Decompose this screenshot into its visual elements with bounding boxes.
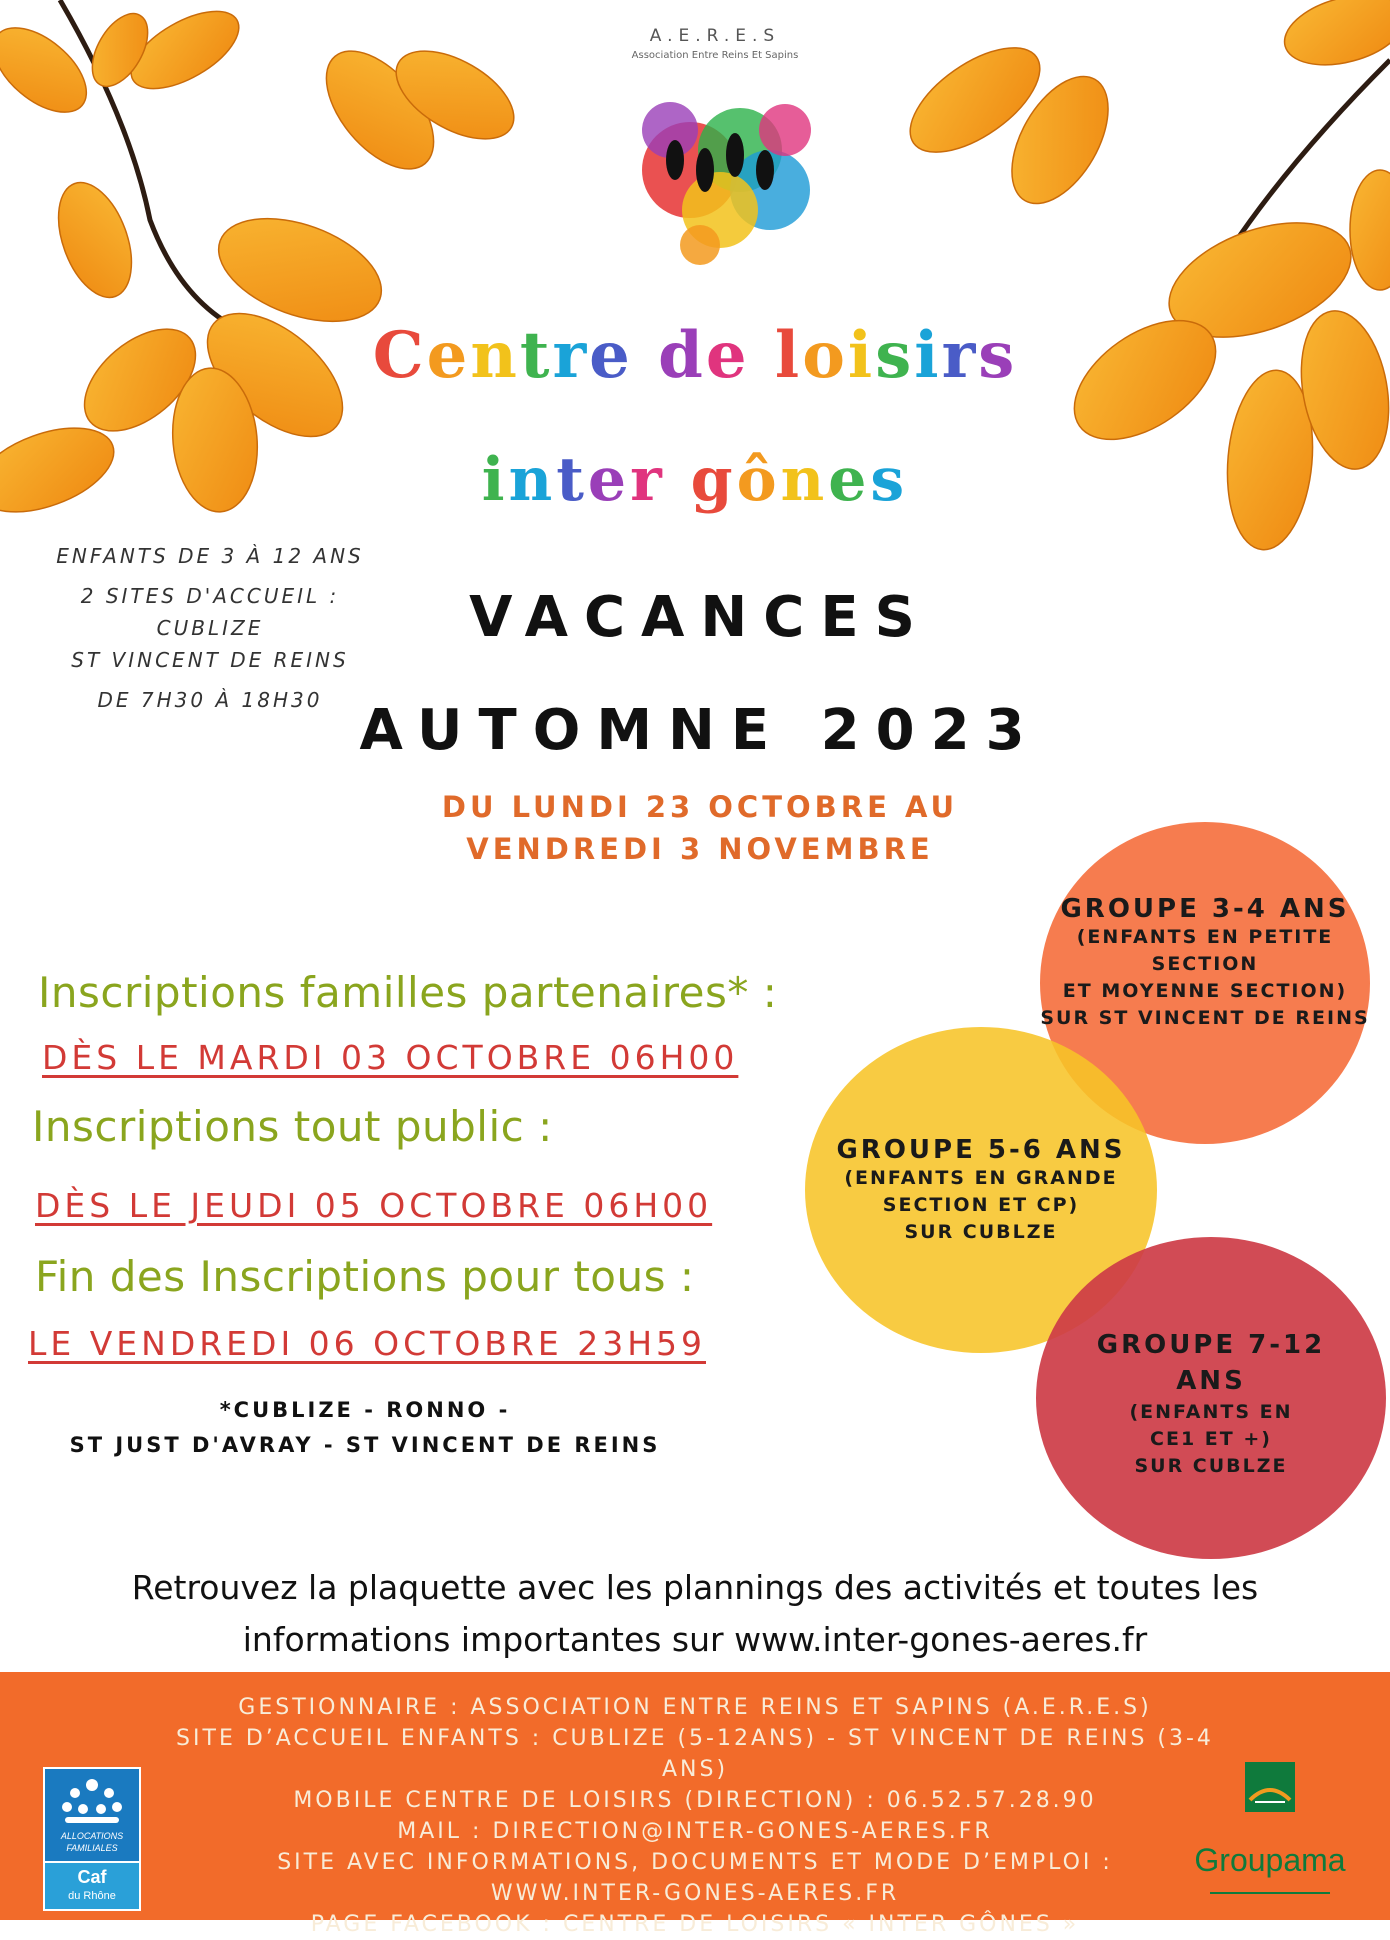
group-7-12-title: GROUPE 7-12 ANS	[1096, 1329, 1326, 1396]
partners-inscription-date: DÈS LE MARDI 03 OCTOBRE 06H00	[42, 1038, 739, 1077]
dates-line-1: DU LUNDI 23 OCTOBRE AU	[441, 790, 959, 824]
footer-website-url: WWW.INTER-GONES-AERES.FR	[490, 1881, 900, 1906]
info-hours: DE 7H30 À 18H30	[97, 688, 323, 712]
group-7-12-line-2: CE1 ET +)	[1150, 1427, 1272, 1450]
inter-gones-title	[0, 445, 1390, 515]
group-5-6-line-2: SECTION ET CP)	[882, 1193, 1080, 1216]
end-inscription-label: Fin des Inscriptions pour tous :	[35, 1252, 695, 1301]
vacances-heading: VACANCES	[469, 585, 931, 650]
footer-mobile: MOBILE CENTRE DE LOISIRS (DIRECTION) : 06.52.57.28.90	[293, 1788, 1097, 1813]
automne-heading: AUTOMNE 2023	[359, 698, 1041, 763]
groupama-logo	[1180, 1762, 1360, 1912]
group-3-4-title: GROUPE 3-4 ANS	[1060, 894, 1350, 924]
partner-towns-line-2: ST JUST D'AVRAY - ST VINCENT DE REINS	[69, 1433, 661, 1457]
groupama-emblem-icon	[1245, 1762, 1295, 1812]
website-note-line-1: Retrouvez la plaquette avec les plannings des activités et toutes les	[131, 1568, 1259, 1607]
group-5-6-line-1: (ENFANTS EN GRANDE	[844, 1166, 1118, 1189]
info-box	[30, 540, 390, 716]
group-5-6-line-3: SUR CUBLZE	[904, 1220, 1058, 1243]
holiday-dates	[340, 786, 1060, 870]
paint-splash-icon	[570, 20, 860, 280]
centre-de-loisirs-title	[0, 318, 1390, 393]
website-note-line-2: informations importantes sur www.inter-gones-aeres.fr	[242, 1620, 1148, 1659]
info-age-range: ENFANTS DE 3 À 12 ANS	[56, 544, 364, 568]
groupama-wordmark: Groupama	[1194, 1842, 1346, 1878]
end-inscription-date: LE VENDREDI 06 OCTOBRE 23H59	[28, 1324, 706, 1363]
info-site-st-vincent: ST VINCENT DE REINS	[71, 648, 349, 672]
group-3-4-line-2: SECTION	[1151, 953, 1259, 975]
footer-mail: MAIL : DIRECTION@INTER-GONES-AERES.FR	[397, 1819, 993, 1844]
footer-band	[0, 1672, 1390, 1937]
caf-logo-line-3: Caf	[77, 1867, 107, 1887]
info-sites-heading: 2 SITES D'ACCUEIL :	[80, 584, 340, 608]
group-3-4-line-3: ET MOYENNE SECTION)	[1062, 980, 1348, 1002]
group-7-12-line-3: SUR CUBLZE	[1134, 1454, 1288, 1477]
group-7-12-line-1: (ENFANTS EN	[1129, 1400, 1293, 1423]
group-3-4-line-1: (ENFANTS EN PETITE	[1076, 926, 1334, 948]
title-line-1: Centre de loisirs	[372, 318, 1018, 393]
partner-towns-line-1: *CUBLIZE - RONNO -	[219, 1398, 511, 1422]
footer-website-heading: SITE AVEC INFORMATIONS, DOCUMENTS ET MODE D’EMPLOI :	[277, 1850, 1113, 1875]
aeres-logo	[570, 20, 860, 280]
caf-family-icon	[45, 1773, 139, 1833]
caf-logo-line-4: du Rhône	[68, 1890, 116, 1902]
caf-logo-line-1: ALLOCATIONS	[60, 1831, 124, 1841]
partner-towns-note	[60, 1393, 670, 1463]
title-line-2: inter gônes	[481, 445, 909, 515]
footer-sites: SITE D’ACCUEIL ENFANTS : CUBLIZE (5-12ANS) - ST VINCENT DE REINS (3-4 ANS)	[176, 1726, 1214, 1782]
info-site-cublize: CUBLIZE	[156, 616, 264, 640]
footer-gestionnaire: GESTIONNAIRE : ASSOCIATION ENTRE REINS ET SAPINS (A.E.R.E.S)	[238, 1695, 1152, 1720]
logo-acronym: A.E.R.E.S	[649, 26, 781, 46]
group-3-4-line-4: SUR ST VINCENT DE REINS	[1040, 1007, 1370, 1029]
footer-facebook: PAGE FACEBOOK : CENTRE DE LOISIRS « INTER GÔNES »	[310, 1912, 1080, 1937]
logo-association-name: Association Entre Reins Et Sapins	[631, 50, 799, 61]
website-note	[40, 1562, 1350, 1666]
public-inscription-date: DÈS LE JEUDI 05 OCTOBRE 06H00	[35, 1186, 713, 1225]
group-5-6-title: GROUPE 5-6 ANS	[836, 1134, 1126, 1165]
partners-inscription-label: Inscriptions familles partenaires* :	[38, 968, 778, 1017]
dates-line-2: VENDREDI 3 NOVEMBRE	[466, 832, 934, 866]
public-inscription-label: Inscriptions tout public :	[32, 1102, 553, 1151]
footer-contact-info	[140, 1692, 1250, 1940]
group-7-12-circle	[1036, 1237, 1386, 1559]
caf-logo	[43, 1767, 141, 1911]
caf-logo-line-2: FAMILIALES	[66, 1843, 118, 1853]
